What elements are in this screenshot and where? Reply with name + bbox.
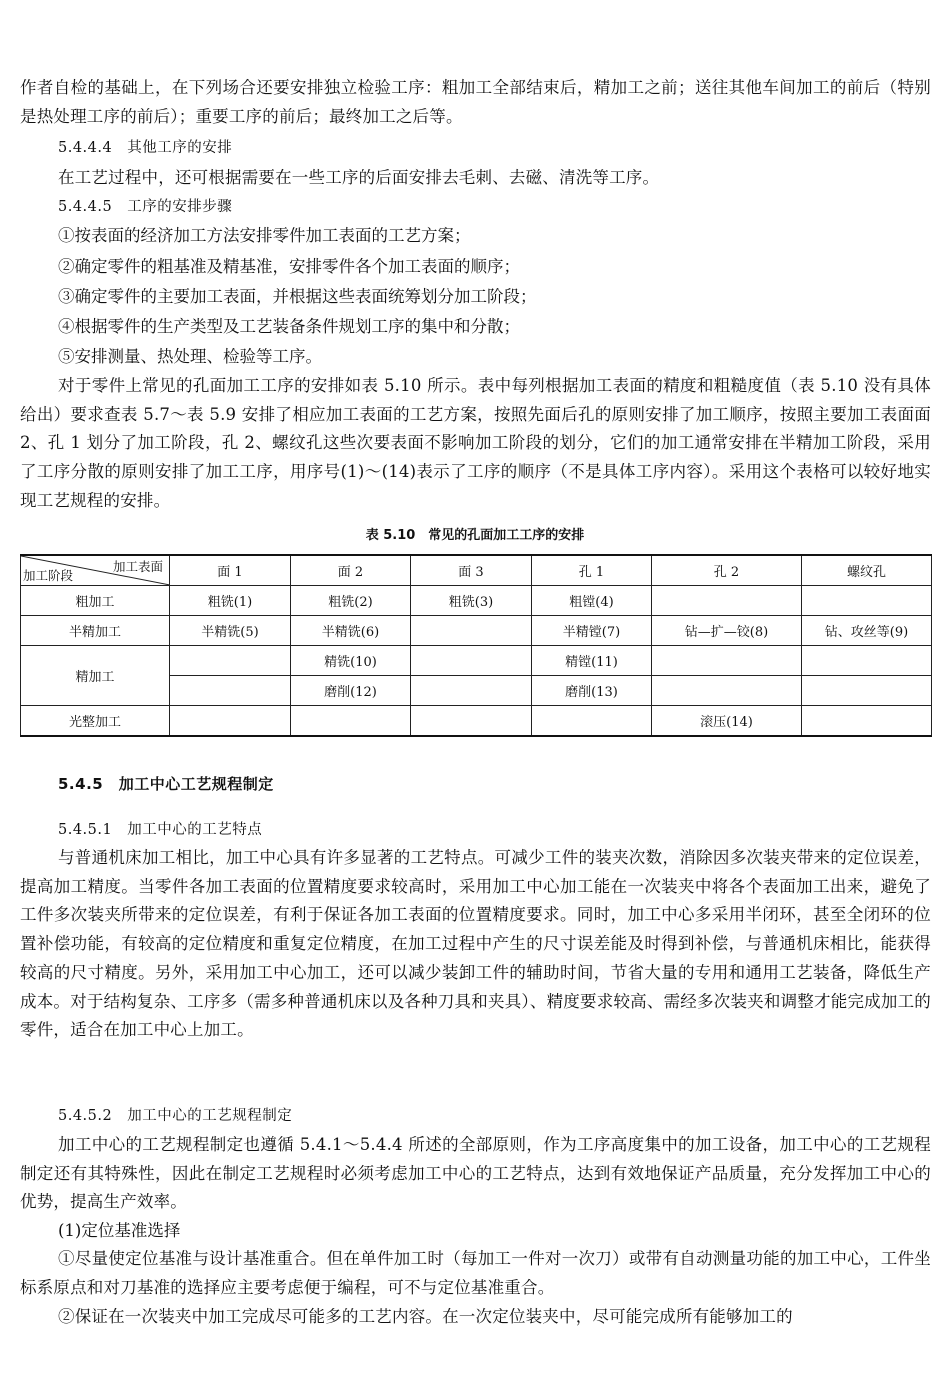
table-cell (170, 706, 291, 737)
table-row (21, 586, 932, 616)
table-row (21, 646, 932, 676)
table-cell: 磨削(13) (532, 676, 652, 706)
table-cell (411, 646, 532, 676)
paragraph-other-processes: 在工艺过程中，还可根据需要在一些工序的后面安排去毛刺、去磁、清洗等工序。 (58, 168, 660, 187)
step-item: ②确定零件的粗基准及精基准，安排零件各个加工表面的顺序； (58, 257, 520, 276)
corner-label-surface: 加工表面 (112, 559, 163, 574)
paragraph-inspection: 作者自检的基础上，在下列场合还要安排独立检验工序：粗加工全部结束后，精加工之前；送往其他车间加工的前后（特别是热处理工序的前后）；重要工序的前后；最终加工之后等。 (20, 78, 931, 126)
table-cell (532, 706, 652, 737)
corner-label-stage: 加工阶段 (23, 568, 74, 583)
column-header: 面 3 (411, 555, 532, 586)
table-corner-cell (21, 555, 170, 586)
paragraph-machining-center-features: 与普通机床加工相比，加工中心具有许多显著的工艺特点。可减少工件的装夹次数，消除因多次装夹带来的定位误差，提高加工精度。当零件各加工表面的位置精度要求较高时，采用加工中心加工能在一次装夹中将各个表面加工出来，避免了工件多次装夹所带来的定位误差，有利于保证各加工表面的位置精度要求。同时，加工中心多采用半闭环，甚至全闭环的位置补偿功能，有较高的定位精度和重复定位精度，在加工过程中产生的尺寸误差能及时得到补偿，与普通机床相比，能获得较高的尺寸精度。另外，采用加工中心加工，还可以减少装卸工件的辅助时间，节省大量的专用和通用工艺装备，降低生产成本。对于结构复杂、工序多（需多种普通机床以及各种刀具和夹具）、精度要求较高、需经多次装夹和调整才能完成加工的零件，适合在加工中心上加工。 (20, 848, 931, 1040)
paragraph-single-setup: ②保证在一次装夹中加工完成尽可能多的工艺内容。在一次定位装夹中，尽可能完成所有能够加工的 (58, 1307, 793, 1326)
subheading-5-4-5-2: 5.4.5.2 加工中心的工艺规程制定 (58, 1108, 293, 1124)
table-row (21, 616, 932, 646)
column-header: 孔 1 (532, 555, 652, 586)
table-cell: 粗铣(1) (170, 586, 291, 616)
table-cell: 精镗(11) (532, 646, 652, 676)
subheading-5-4-4-5: 5.4.4.5 工序的安排步骤 (58, 199, 233, 215)
table-cell (802, 586, 932, 616)
table-header-row (21, 555, 932, 586)
column-header: 孔 2 (652, 555, 802, 586)
table-cell: 粗镗(4) (532, 586, 652, 616)
table-cell: 半精铣(5) (170, 616, 291, 646)
table-cell (170, 676, 291, 706)
table-cell (652, 646, 802, 676)
table-cell (652, 676, 802, 706)
stage-cell: 精加工 (21, 646, 170, 706)
table-cell: 磨削(12) (291, 676, 411, 706)
process-table (20, 554, 932, 737)
table-cell (802, 646, 932, 676)
column-header: 螺纹孔 (802, 555, 932, 586)
subheading-5-4-5-1: 5.4.5.1 加工中心的工艺特点 (58, 822, 263, 838)
subheading-5-4-4-4: 5.4.4.4 其他工序的安排 (58, 140, 233, 156)
table-cell: 精铣(10) (291, 646, 411, 676)
column-header: 面 2 (291, 555, 411, 586)
step-item: ④根据零件的生产类型及工艺装备条件规划工序的集中和分散； (58, 317, 520, 336)
paragraph-datum-coincide: ①尽量使定位基准与设计基准重合。但在单件加工时（每加工一件对一次刀）或带有自动测量功能的加工中心，工件坐标系原点和对刀基准的选择应主要考虑便于编程，可不与定位基准重合。 (20, 1249, 931, 1297)
paragraph-table-intro: 对于零件上常见的孔面加工工序的安排如表 5.10 所示。表中每列根据加工表面的精度和粗糙度值（表 5.10 没有具体给出）要求查表 5.7～表 5.9 安排了相应加工表面的工艺方案，按照先面后孔的原则安排了加工顺序，按照主要加工表面面 2、孔 1 划分了加工阶段，孔 2、螺纹孔这些次要表面不影响加工阶段的划分，它们的加工通常安排在半精加工阶段，采用了工序分散的原则安排了加工工序，用序号(1)～(14)表示了工序的顺序（不是具体工序内容）。采用这个表格可以较好地实现工艺规程的安排。 (20, 376, 931, 510)
table-cell: 粗铣(2) (291, 586, 411, 616)
table-cell (652, 586, 802, 616)
table-row (21, 706, 932, 737)
table-cell (802, 676, 932, 706)
step-item: ⑤安排测量、热处理、检验等工序。 (58, 347, 322, 366)
stage-cell: 半精加工 (21, 616, 170, 646)
stage-cell: 粗加工 (21, 586, 170, 616)
table-cell: 钻—扩—铰(8) (652, 616, 802, 646)
step-item: ①按表面的经济加工方法安排零件加工表面的工艺方案； (58, 226, 471, 245)
step-item: ③确定零件的主要加工表面，并根据这些表面统筹划分加工阶段； (58, 287, 537, 306)
table-cell: 钻、攻丝等(9) (802, 616, 932, 646)
table-cell (291, 706, 411, 737)
table-cell (170, 646, 291, 676)
table-cell (802, 706, 932, 737)
table-cell (411, 706, 532, 737)
table-cell (411, 676, 532, 706)
table-cell (411, 616, 532, 646)
stage-cell: 光整加工 (21, 706, 170, 737)
section-heading-5-4-5: 5.4.5 加工中心工艺规程制定 (58, 775, 274, 793)
table-cell: 粗铣(3) (411, 586, 532, 616)
table-caption: 表 5.10 常见的孔面加工工序的安排 (365, 528, 585, 543)
column-header: 面 1 (170, 555, 291, 586)
paragraph-process-planning: 加工中心的工艺规程制定也遵循 5.4.1～5.4.4 所述的全部原则，作为工序高度集中的加工设备，加工中心的工艺规程制定还有其特殊性，因此在制定工艺规程时必须考虑加工中心的工艺特点，达到有效地保证产品质量，充分发挥加工中心的优势，提高生产效率。 (20, 1135, 931, 1212)
table-cell: 半精镗(7) (532, 616, 652, 646)
table-cell: 半精铣(6) (291, 616, 411, 646)
table-cell: 滚压(14) (652, 706, 802, 737)
list-item-datum-selection: (1)定位基准选择 (58, 1221, 181, 1240)
